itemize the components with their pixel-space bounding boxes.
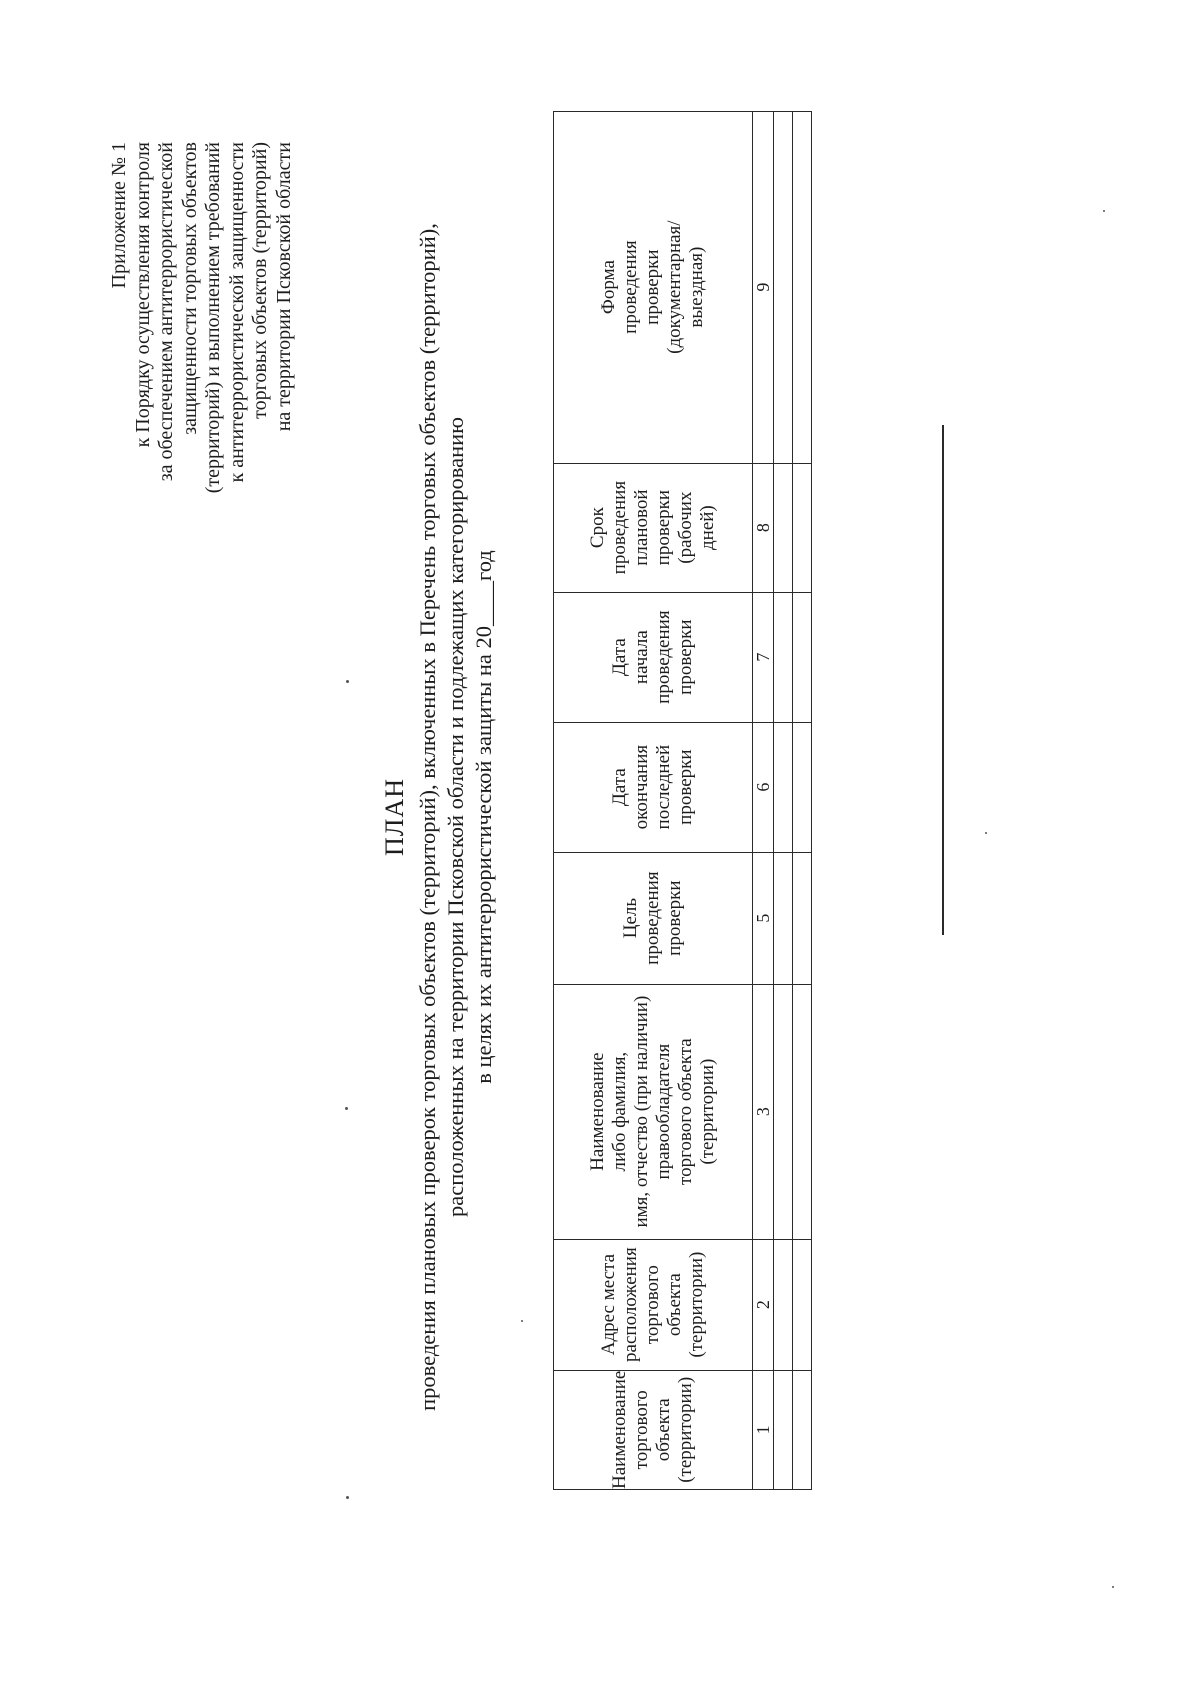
empty-cell	[774, 984, 793, 1239]
scan-speck	[346, 1496, 349, 1499]
column-number: 1	[753, 1370, 774, 1489]
annex-line: к антитеррористической защищенности	[225, 142, 248, 483]
plan-subtitle-line: расположенных на территории Псковской области и подлежащих категорированию	[443, 417, 468, 1217]
empty-cell	[774, 111, 793, 463]
scan-speck	[345, 1107, 348, 1110]
column-number: 2	[753, 1239, 774, 1370]
column-number: 8	[753, 463, 774, 592]
header-inspection-start: Дата начала проведения проверки	[554, 592, 753, 722]
inspection-plan-table	[553, 111, 812, 1490]
empty-cell	[793, 111, 812, 463]
header-inspection-duration: Срок проведения плановой проверки (рабочих дней)	[554, 463, 753, 592]
table-header-row	[554, 111, 753, 1489]
header-inspection-purpose: Цель проведения проверки	[554, 852, 753, 984]
column-number-row	[753, 111, 774, 1489]
empty-cell	[793, 984, 812, 1239]
empty-cell	[793, 1239, 812, 1370]
scan-speck	[1103, 210, 1105, 212]
scan-speck	[521, 1320, 523, 1322]
annex-line: защищенности торговых объектов	[178, 142, 201, 435]
empty-cell	[774, 592, 793, 722]
header-inspection-form: Форма проведения проверки (документарная/ выездная)	[554, 111, 753, 463]
empty-cell	[793, 852, 812, 984]
column-number: 7	[753, 592, 774, 722]
scan-speck	[985, 832, 987, 834]
column-number: 3	[753, 984, 774, 1239]
annex-line: (территорий) и выполнением требований	[202, 142, 224, 494]
empty-cell	[774, 1370, 793, 1489]
annex-line: торговых объектов (территорий)	[249, 142, 271, 419]
empty-cell	[774, 722, 793, 852]
column-number: 9	[753, 111, 774, 463]
empty-cell	[774, 1239, 793, 1370]
empty-cell	[774, 463, 793, 592]
column-number: 6	[753, 722, 774, 852]
empty-cell	[793, 592, 812, 722]
header-last-inspection-end: Дата окончания последней проверки	[554, 722, 753, 852]
column-number: 5	[753, 852, 774, 984]
plan-subtitle-line: в целях их антитеррористической защиты на 20____год	[471, 550, 496, 1084]
empty-table-row	[793, 111, 812, 1489]
annex-line: за обеспечением антитеррористической	[155, 142, 177, 482]
closing-rule	[942, 425, 944, 935]
empty-cell	[774, 852, 793, 984]
plan-title-block	[380, 167, 498, 1467]
annex-line: Приложение № 1	[108, 142, 130, 289]
header-object-name: Наименование торгового объекта (территории)	[554, 1370, 753, 1489]
plan-subtitle-line: проведения плановых проверок торговых объектов (территорий), включенных в Перечень торговых объектов (территорий),	[415, 223, 440, 1411]
plan-title: ПЛАН	[380, 778, 409, 856]
scan-speck	[1112, 1586, 1114, 1588]
empty-cell	[793, 722, 812, 852]
annex-note	[108, 142, 296, 762]
scan-speck	[346, 680, 349, 683]
empty-cell	[793, 1370, 812, 1489]
empty-cell	[793, 463, 812, 592]
header-object-address: Адрес места расположения торгового объекта (территории)	[554, 1239, 753, 1370]
header-owner-name: Наименование либо фамилия, имя, отчество (при наличии) правообладателя торгового объекта (территории)	[554, 984, 753, 1239]
empty-table-row	[774, 111, 793, 1489]
annex-line: на территории Псковской области	[272, 142, 295, 432]
annex-line: к Порядку осуществления контроля	[131, 142, 154, 448]
